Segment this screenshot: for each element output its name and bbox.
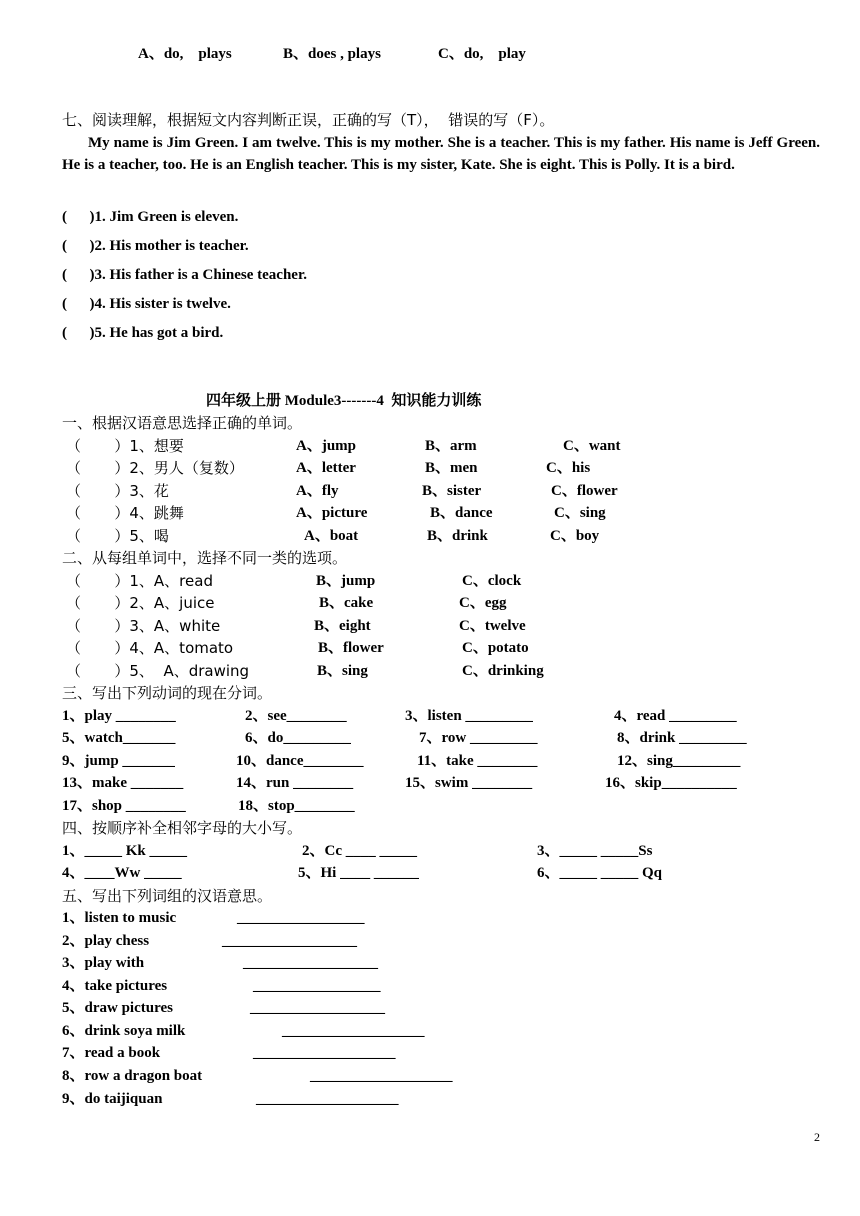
s3-item-5: 5、watch_______: [62, 730, 176, 746]
section7-passage: My name is Jim Green. I am twelve. This is my mother. She is a teacher. This is my father. His name is Jeff Green. He is a teacher, too. He is an English teacher. This is my sister, Kate. She is eight. This is Polly. It is a bird.: [62, 135, 820, 173]
s5-phrase-2: 2、play chess: [62, 933, 150, 949]
s3-item-18: 18、stop________: [238, 798, 355, 814]
s1-q1-c: C、want: [563, 438, 621, 454]
s2-q2-b: B、cake: [319, 595, 374, 611]
s2-q3-b: B、eight: [314, 618, 371, 634]
s5-phrase-1: 1、listen to music: [62, 910, 177, 926]
s1-q2-c: C、his: [546, 460, 591, 476]
s3-item-4: 4、read _________: [614, 708, 737, 724]
s3-item-2: 2、see________: [245, 708, 347, 724]
s3-item-8: 8、drink _________: [617, 730, 747, 746]
s5-phrase-5: 5、draw pictures: [62, 1000, 173, 1016]
s1-q1-b: B、arm: [425, 438, 477, 454]
s1-q2-num: （ ）2、男人（复数）: [66, 459, 244, 477]
s1-q4-a: A、picture: [296, 505, 368, 521]
s5-blank-5: __________________: [250, 1000, 385, 1016]
s1-q3-b: B、sister: [422, 483, 482, 499]
s4-heading: 四、按顺序补全相邻字母的大小写。: [62, 819, 303, 837]
s2-q5-num: （ ）5、 A、drawing: [66, 662, 250, 680]
s3-item-10: 10、dance________: [236, 753, 364, 769]
s4-item-4: 4、____Ww _____: [62, 865, 182, 881]
s5-blank-1: _________________: [237, 910, 365, 926]
top-option-b: B、does , plays: [283, 46, 381, 62]
s1-heading: 一、根据汉语意思选择正确的单词。: [62, 414, 303, 432]
s5-blank-3: __________________: [243, 955, 378, 971]
page-number: 2: [814, 1130, 820, 1144]
s5-phrase-6: 6、drink soya milk: [62, 1023, 186, 1039]
s2-q5-b: B、sing: [317, 663, 368, 679]
s5-phrase-4: 4、take pictures: [62, 978, 168, 994]
s3-heading: 三、写出下列动词的现在分词。: [62, 684, 273, 702]
s5-blank-8: ___________________: [310, 1068, 453, 1084]
s5-heading: 五、写出下列词组的汉语意思。: [62, 887, 273, 905]
s2-q1-b: B、jump: [316, 573, 376, 589]
s2-heading: 二、从每组单词中，选择不同一类的选项。: [62, 549, 348, 567]
s1-q4-c: C、sing: [554, 505, 606, 521]
page-title: 四年级上册 Module3-------4 知识能力训练: [206, 393, 482, 409]
s3-item-9: 9、jump _______: [62, 753, 175, 769]
s2-q3-num: （ ）3、A、white: [66, 617, 221, 635]
s1-q3-a: A、fly: [296, 483, 339, 499]
s3-item-7: 7、row _________: [419, 730, 538, 746]
s2-q2-num: （ ）2、A、juice: [66, 594, 215, 612]
s1-q2-a: A、letter: [296, 460, 356, 476]
s1-q1-a: A、jump: [296, 438, 357, 454]
s4-item-5: 5、Hi ____ ______: [298, 865, 419, 881]
s1-q4-num: （ ）4、跳舞: [66, 504, 184, 522]
tf-item-5: ( )5. He has got a bird.: [62, 325, 224, 341]
s2-q1-num: （ ）1、A、read: [66, 572, 213, 590]
top-option-a: A、do, plays: [138, 46, 232, 62]
s3-item-15: 15、swim ________: [405, 775, 533, 791]
s2-q4-num: （ ）4、A、tomato: [66, 639, 234, 657]
s2-q5-c: C、drinking: [462, 663, 544, 679]
s2-q3-c: C、twelve: [459, 618, 526, 634]
tf-item-3: ( )3. His father is a Chinese teacher.: [62, 267, 307, 283]
s3-item-1: 1、play ________: [62, 708, 176, 724]
s5-blank-2: __________________: [222, 933, 357, 949]
top-option-c: C、do, play: [438, 46, 526, 62]
s1-q5-c: C、boy: [550, 528, 600, 544]
s3-item-6: 6、do_________: [245, 730, 351, 746]
s3-item-13: 13、make _______: [62, 775, 184, 791]
s5-blank-7: ___________________: [253, 1045, 396, 1061]
tf-item-1: ( )1. Jim Green is eleven.: [62, 209, 239, 225]
s1-q5-b: B、drink: [427, 528, 488, 544]
s3-item-17: 17、shop ________: [62, 798, 186, 814]
s1-q5-a: A、boat: [304, 528, 359, 544]
s1-q5-num: （ ）5、喝: [66, 527, 169, 545]
s1-q3-c: C、flower: [551, 483, 618, 499]
s4-item-1: 1、_____ Kk _____: [62, 843, 188, 859]
s5-phrase-9: 9、do taijiquan: [62, 1091, 163, 1107]
s1-q4-b: B、dance: [430, 505, 493, 521]
s3-item-3: 3、listen _________: [405, 708, 533, 724]
s3-item-11: 11、take ________: [417, 753, 538, 769]
s5-blank-9: ___________________: [256, 1091, 399, 1107]
s5-blank-4: _________________: [253, 978, 381, 994]
s3-item-16: 16、skip__________: [605, 775, 737, 791]
tf-item-4: ( )4. His sister is twelve.: [62, 296, 231, 312]
section7-heading: 七、阅读理解，根据短文内容判断正误，正确的写（T）， 错误的写（F）。: [62, 111, 555, 129]
s4-item-6: 6、_____ _____ Qq: [537, 865, 663, 881]
s5-phrase-3: 3、play with: [62, 955, 145, 971]
s2-q2-c: C、egg: [459, 595, 507, 611]
s5-blank-6: ___________________: [282, 1023, 425, 1039]
s5-phrase-7: 7、read a book: [62, 1045, 161, 1061]
s1-q2-b: B、men: [425, 460, 478, 476]
s2-q4-c: C、potato: [462, 640, 529, 656]
s4-item-2: 2、Cc ____ _____: [302, 843, 417, 859]
s5-phrase-8: 8、row a dragon boat: [62, 1068, 203, 1084]
s4-item-3: 3、_____ _____Ss: [537, 843, 653, 859]
s3-item-14: 14、run ________: [236, 775, 354, 791]
tf-item-2: ( )2. His mother is teacher.: [62, 238, 249, 254]
s3-item-12: 12、sing_________: [617, 753, 741, 769]
s1-q3-num: （ ）3、花: [66, 482, 169, 500]
s2-q4-b: B、flower: [318, 640, 384, 656]
s2-q1-c: C、clock: [462, 573, 522, 589]
s1-q1-num: （ ）1、想要: [66, 437, 184, 455]
